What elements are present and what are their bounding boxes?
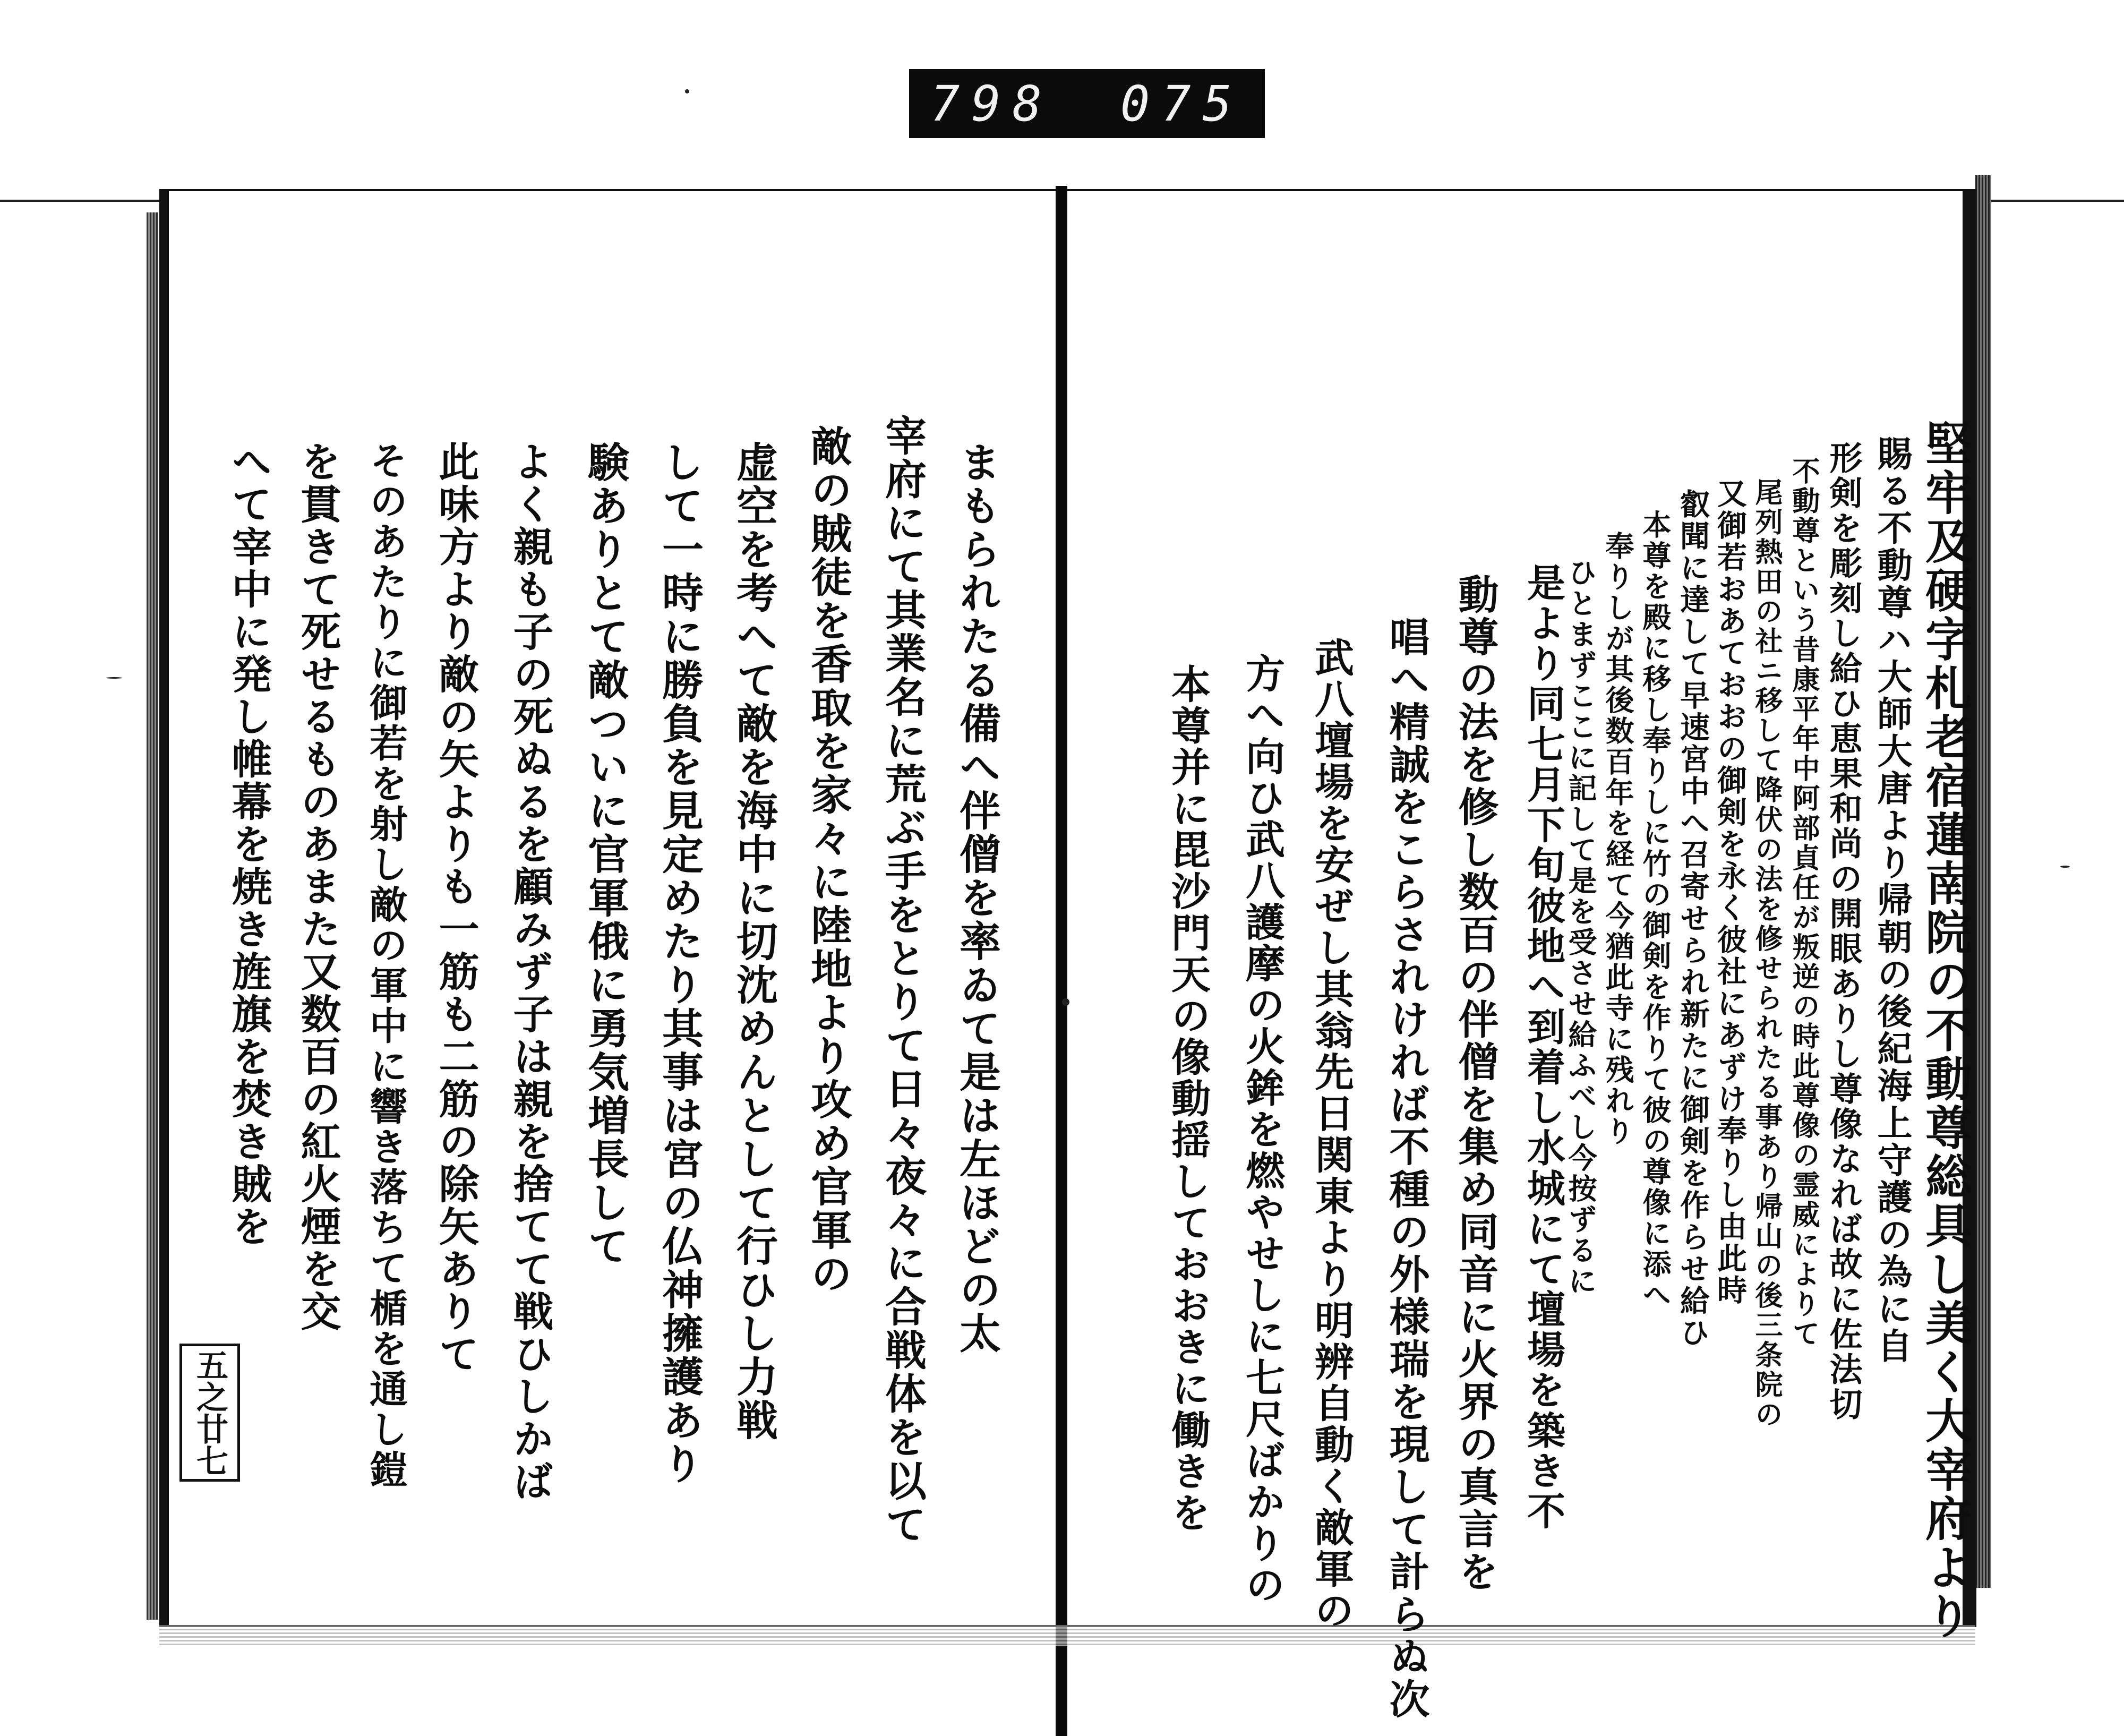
- left-page-column: して一時に勝負を見定めたり其事は宮の仏神擁護あり: [655, 441, 704, 1486]
- right-page-column: 叡聞に達して早速宮中へ召寄せられ新たに御剣を作らせ給ひ: [1675, 489, 1710, 1349]
- film-label-left-number: 798: [930, 75, 1054, 132]
- right-page-column: 不動尊という昔康平年中阿部貞任が叛逆の時此尊像の霊威によりて: [1787, 457, 1820, 1349]
- left-page-column: 験ありとて敵ついに官軍俄に勇気増長して: [581, 441, 629, 1268]
- right-page-edge-shading: [1975, 175, 1991, 1588]
- right-page-column: 形剣を彫刻し給ひ恵果和尚の開眼ありし尊像なれば故に佐法切: [1824, 441, 1863, 1422]
- left-page-edge-shading: [147, 212, 158, 1620]
- scan-speck: [685, 89, 689, 93]
- left-page-column: 宰府にて其業名に荒ぶ手をとりて日々夜々に合戦体を以て: [878, 414, 927, 1546]
- left-page-column: 敵の賊徒を香取を家々に陸地より攻め官軍の: [804, 425, 852, 1296]
- right-page-column: 武八壇場を安ぜし其翁先日関東より明辨自動く敵軍の: [1308, 637, 1354, 1631]
- scan-speck: [106, 677, 122, 679]
- right-page-column: 是より同七月下旬彼地へ到着し水城にて壇場を築き不: [1521, 563, 1566, 1532]
- left-page-column: そのあたりに御若を射し敵の軍中に響き落ちて楯を通し鎧: [363, 441, 408, 1490]
- right-page-column: 又御若おあておおの御剣を永く彼社にあずけ奉りし由此時: [1712, 478, 1748, 1306]
- book-gutter: [1056, 186, 1067, 1736]
- film-frame-label: [909, 69, 1265, 138]
- right-page-column: 奉りしが其後数百年を経て今猶此寺に残れり: [1601, 531, 1635, 1147]
- left-page-column: 虚空を考へて敵を海中に切沈めんとして行ひし力戦: [730, 441, 778, 1442]
- scan-speck: [1062, 998, 1069, 1006]
- scan-speck: [2060, 866, 2070, 868]
- film-label-right-number: 075: [1120, 75, 1244, 132]
- right-page-column: 賜る不動尊ハ大師大唐より帰朝の後紀海上守護の為に自: [1871, 435, 1913, 1365]
- folio-number-box: 五之廿七: [179, 1344, 240, 1482]
- bottom-page-edge-shading: [159, 1625, 1975, 1646]
- right-page-column: 唱へ精誠をこらされければ不種の外様瑞を現して計らぬ次: [1383, 616, 1430, 1721]
- left-page-column: まもられたる備へ伴僧を率ゐて是は左ほどの太: [953, 441, 1001, 1355]
- left-page-column: へて宰中に発し帷幕を焼き旌旗を焚き賊を: [225, 441, 272, 1248]
- right-page-column: 方へ向ひ武八護摩の火鉾を燃やせしに七尺ばかりの: [1239, 653, 1285, 1606]
- right-page-column: ひとまずここに記して是を受させ給ふべし今按ずるに: [1564, 558, 1598, 1297]
- right-page-column: 堅牢及硬字札老宿蓮南院の不動尊総具し美く大宰府より: [1918, 420, 1973, 1641]
- right-page-column: 本尊を殿に移し奉りしに竹の御剣を作りて彼の尊像に添へ: [1638, 510, 1672, 1311]
- left-page-column: 此味方より敵の矢よりも一筋も二筋の除矢ありて: [432, 441, 479, 1375]
- right-page-column: 本尊并に毘沙門天の像動揺しておおきに働きを: [1165, 664, 1211, 1534]
- right-page-column: 尾列熱田の社ニ移して降伏の法を修せられたる事あり帰山の後三条院の: [1750, 478, 1783, 1430]
- left-page-column: よく親も子の死ぬるを顧みず子は親を捨てて戦ひしかば: [507, 441, 554, 1503]
- right-page-column: 動尊の法を修し数百の伴僧を集め同音に火界の真言を: [1452, 574, 1499, 1593]
- left-page-column: を貫きて死せるものあまた又数百の紅火煙を交: [294, 441, 341, 1333]
